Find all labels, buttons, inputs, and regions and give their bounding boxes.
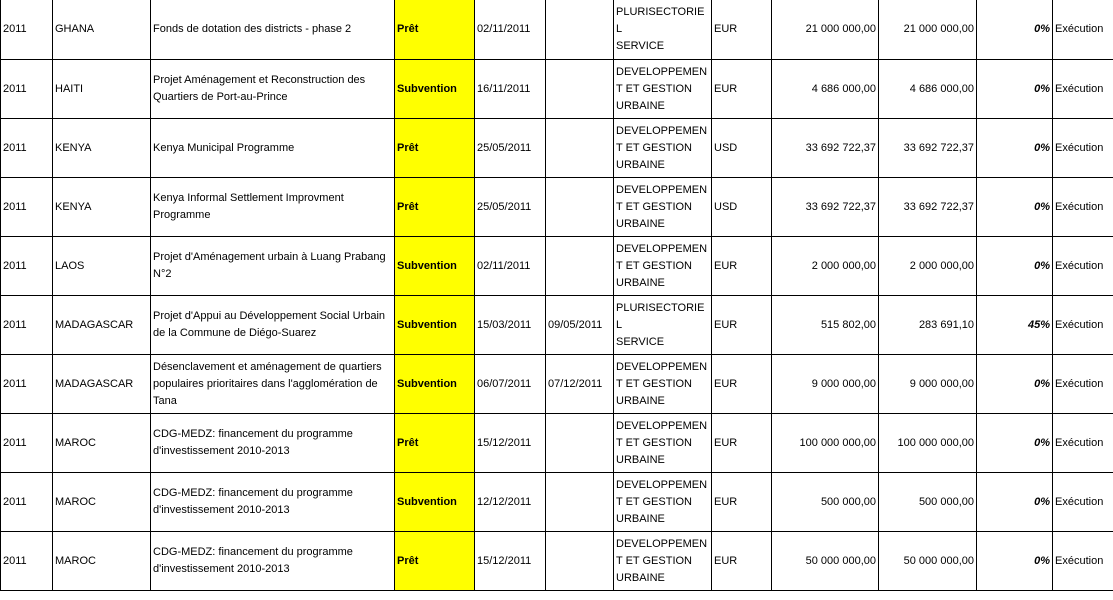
status-cell[interactable]: Exécution (1053, 178, 1113, 237)
percent-cell[interactable]: 0% (977, 0, 1053, 60)
financing-type-cell[interactable]: Prêt (395, 414, 475, 473)
financing-type-cell[interactable]: Subvention (395, 60, 475, 119)
financing-type-cell[interactable]: Subvention (395, 355, 475, 414)
project-name-cell[interactable]: CDG-MEDZ: financement du programme d'investissement 2010-2013 (151, 532, 395, 591)
sector-line: DEVELOPPEMEN (616, 478, 708, 491)
status-cell[interactable]: Exécution (1053, 296, 1113, 355)
amount-cell-2[interactable]: 33 692 722,37 (879, 178, 977, 237)
sector-cell[interactable] (614, 532, 712, 591)
status-cell[interactable]: Exécution (1053, 237, 1113, 296)
sector-cell[interactable] (614, 0, 712, 60)
percent-cell[interactable]: 0% (977, 473, 1053, 532)
amount-cell[interactable]: 33 692 722,37 (772, 178, 879, 237)
sector-line: T ET GESTION (616, 495, 692, 508)
project-name-cell[interactable]: Kenya Informal Settlement Improvment Programme (151, 178, 395, 237)
sector-line (616, 55, 709, 59)
sector-line (616, 351, 709, 355)
project-name-cell[interactable]: CDG-MEDZ: financement du programme d'investissement 2010-2013 (151, 473, 395, 532)
percent-cell[interactable]: 0% (977, 119, 1053, 178)
sector-line: DEVELOPPEMEN (616, 65, 708, 78)
table-row (1, 237, 1113, 296)
status-cell[interactable]: Exécution (1053, 119, 1113, 178)
amount-cell-2[interactable]: 50 000 000,00 (879, 532, 977, 591)
table-row (1, 60, 1113, 119)
date-cell-2[interactable] (546, 0, 614, 60)
percent-cell[interactable]: 0% (977, 532, 1053, 591)
currency-cell[interactable]: EUR (712, 414, 772, 473)
sector-line: URBAINE (616, 217, 665, 230)
country-cell[interactable]: MADAGASCAR (53, 296, 151, 355)
table-row (1, 473, 1113, 532)
amount-cell-2[interactable]: 283 691,10 (879, 296, 977, 355)
amount-cell[interactable]: 9 000 000,00 (772, 355, 879, 414)
sector-cell[interactable] (614, 355, 712, 414)
country-cell[interactable]: GHANA (53, 0, 151, 60)
project-name-cell[interactable]: Fonds de dotation des districts - phase 2 (151, 0, 395, 60)
sector-cell[interactable] (614, 60, 712, 119)
table-row (1, 178, 1113, 237)
sector-line: DEVELOPPEMEN (616, 183, 708, 196)
amount-cell[interactable]: 500 000,00 (772, 473, 879, 532)
date-cell[interactable]: 02/11/2011 (475, 0, 546, 60)
date-cell[interactable]: 25/05/2011 (475, 119, 546, 178)
date-cell[interactable]: 15/03/2011 (475, 296, 546, 355)
project-name-cell[interactable]: Projet d'Appui au Développement Social Urbain de la Commune de Diégo-Suarez (151, 296, 395, 355)
table-row (1, 296, 1113, 355)
sector-line: T ET GESTION (616, 82, 692, 95)
sector-line: SERVICE (616, 39, 665, 52)
sector-cell[interactable] (614, 414, 712, 473)
percent-cell[interactable]: 0% (977, 237, 1053, 296)
country-cell[interactable]: MAROC (53, 473, 151, 532)
year-cell[interactable]: 2011 (1, 60, 53, 119)
sector-line: URBAINE (616, 99, 665, 112)
table-row (1, 414, 1113, 473)
year-cell[interactable]: 2011 (1, 237, 53, 296)
financing-type-cell[interactable]: Subvention (395, 473, 475, 532)
date-cell-2[interactable] (546, 473, 614, 532)
year-cell[interactable]: 2011 (1, 296, 53, 355)
sector-line: T ET GESTION (616, 141, 692, 154)
date-cell[interactable]: 25/05/2011 (475, 178, 546, 237)
sector-cell[interactable] (614, 178, 712, 237)
currency-cell[interactable]: EUR (712, 237, 772, 296)
year-cell[interactable]: 2011 (1, 473, 53, 532)
status-cell[interactable]: Exécution (1053, 473, 1113, 532)
currency-cell[interactable]: EUR (712, 532, 772, 591)
sector-line: PLURISECTORIEL (616, 5, 705, 35)
sector-cell[interactable] (614, 119, 712, 178)
amount-cell-2[interactable]: 2 000 000,00 (879, 237, 977, 296)
year-cell[interactable]: 2011 (1, 119, 53, 178)
date-cell-2[interactable] (546, 532, 614, 591)
project-name-cell[interactable]: Kenya Municipal Programme (151, 119, 395, 178)
date-cell[interactable]: 15/12/2011 (475, 414, 546, 473)
financing-type-cell[interactable]: Subvention (395, 237, 475, 296)
sector-line: T ET GESTION (616, 554, 692, 567)
sector-line: DEVELOPPEMEN (616, 124, 708, 137)
sector-line: T ET GESTION (616, 436, 692, 449)
country-cell[interactable]: KENYA (53, 178, 151, 237)
project-name-cell[interactable]: Projet d'Aménagement urbain à Luang Prabang N°2 (151, 237, 395, 296)
project-name-cell[interactable]: Désenclavement et aménagement de quartiers populaires prioritaires dans l'agglomération de Tana (151, 355, 395, 414)
date-cell[interactable]: 15/12/2011 (475, 532, 546, 591)
financing-type-cell[interactable]: Prêt (395, 532, 475, 591)
year-cell[interactable]: 2011 (1, 532, 53, 591)
financing-type-cell[interactable]: Prêt (395, 119, 475, 178)
currency-cell[interactable]: EUR (712, 0, 772, 60)
amount-cell[interactable]: 50 000 000,00 (772, 532, 879, 591)
country-cell[interactable]: HAITI (53, 60, 151, 119)
sector-line: PLURISECTORIEL (616, 301, 705, 331)
amount-cell[interactable]: 4 686 000,00 (772, 60, 879, 119)
status-cell[interactable]: Exécution (1053, 355, 1113, 414)
status-cell[interactable]: Exécution (1053, 532, 1113, 591)
table-row (1, 532, 1113, 591)
year-cell[interactable]: 2011 (1, 355, 53, 414)
date-cell[interactable]: 02/11/2011 (475, 237, 546, 296)
amount-cell[interactable]: 21 000 000,00 (772, 0, 879, 60)
table-row (1, 355, 1113, 414)
sector-line: URBAINE (616, 571, 665, 584)
currency-cell[interactable]: EUR (712, 60, 772, 119)
sector-line: SERVICE (616, 335, 665, 348)
sector-line: DEVELOPPEMEN (616, 419, 708, 432)
amount-cell-2[interactable]: 21 000 000,00 (879, 0, 977, 60)
status-cell[interactable]: Exécution (1053, 0, 1113, 60)
sector-line: T ET GESTION (616, 259, 692, 272)
year-cell[interactable]: 2011 (1, 0, 53, 60)
amount-cell[interactable]: 2 000 000,00 (772, 237, 879, 296)
sector-line: DEVELOPPEMEN (616, 360, 708, 373)
amount-cell[interactable]: 33 692 722,37 (772, 119, 879, 178)
date-cell-2[interactable] (546, 414, 614, 473)
sector-line: URBAINE (616, 512, 665, 525)
country-cell[interactable]: KENYA (53, 119, 151, 178)
date-cell-2[interactable] (546, 178, 614, 237)
sector-line: URBAINE (616, 276, 665, 289)
date-cell[interactable]: 16/11/2011 (475, 60, 546, 119)
country-cell[interactable]: MAROC (53, 414, 151, 473)
date-cell[interactable]: 06/07/2011 (475, 355, 546, 414)
table-row (1, 119, 1113, 178)
percent-cell[interactable]: 0% (977, 60, 1053, 119)
amount-cell[interactable]: 100 000 000,00 (772, 414, 879, 473)
date-cell-2[interactable]: 09/05/2011 (546, 296, 614, 355)
sector-line: URBAINE (616, 453, 665, 466)
financing-type-cell[interactable]: Subvention (395, 296, 475, 355)
country-cell[interactable]: LAOS (53, 237, 151, 296)
project-name-cell[interactable]: Projet Aménagement et Reconstruction des Quartiers de Port-au-Prince (151, 60, 395, 119)
status-cell[interactable]: Exécution (1053, 414, 1113, 473)
percent-cell[interactable]: 0% (977, 355, 1053, 414)
date-cell-2[interactable]: 07/12/2011 (546, 355, 614, 414)
sector-line: T ET GESTION (616, 377, 692, 390)
amount-cell-2[interactable]: 100 000 000,00 (879, 414, 977, 473)
sector-line: URBAINE (616, 394, 665, 407)
amount-cell-2[interactable]: 500 000,00 (879, 473, 977, 532)
financing-type-cell[interactable]: Prêt (395, 0, 475, 60)
sector-line: URBAINE (616, 158, 665, 171)
percent-cell[interactable]: 0% (977, 178, 1053, 237)
financing-type-cell[interactable]: Prêt (395, 178, 475, 237)
amount-cell[interactable]: 515 802,00 (772, 296, 879, 355)
date-cell[interactable]: 12/12/2011 (475, 473, 546, 532)
sector-cell[interactable] (614, 473, 712, 532)
status-cell[interactable]: Exécution (1053, 60, 1113, 119)
percent-cell[interactable]: 0% (977, 414, 1053, 473)
date-cell-2[interactable] (546, 60, 614, 119)
amount-cell-2[interactable]: 9 000 000,00 (879, 355, 977, 414)
sector-line: DEVELOPPEMEN (616, 242, 708, 255)
project-name-cell[interactable]: CDG-MEDZ: financement du programme d'investissement 2010-2013 (151, 414, 395, 473)
currency-cell[interactable]: USD (712, 119, 772, 178)
percent-cell[interactable]: 45% (977, 296, 1053, 355)
table-row (1, 0, 1113, 60)
amount-cell-2[interactable]: 4 686 000,00 (879, 60, 977, 119)
country-cell[interactable]: MADAGASCAR (53, 355, 151, 414)
date-cell-2[interactable] (546, 237, 614, 296)
sector-cell[interactable] (614, 237, 712, 296)
currency-cell[interactable]: EUR (712, 355, 772, 414)
currency-cell[interactable]: USD (712, 178, 772, 237)
year-cell[interactable]: 2011 (1, 414, 53, 473)
country-cell[interactable]: MAROC (53, 532, 151, 591)
year-cell[interactable]: 2011 (1, 178, 53, 237)
sector-line: DEVELOPPEMEN (616, 537, 708, 550)
sector-cell[interactable] (614, 296, 712, 355)
currency-cell[interactable]: EUR (712, 473, 772, 532)
amount-cell-2[interactable]: 33 692 722,37 (879, 119, 977, 178)
date-cell-2[interactable] (546, 119, 614, 178)
sector-line: T ET GESTION (616, 200, 692, 213)
currency-cell[interactable]: EUR (712, 296, 772, 355)
